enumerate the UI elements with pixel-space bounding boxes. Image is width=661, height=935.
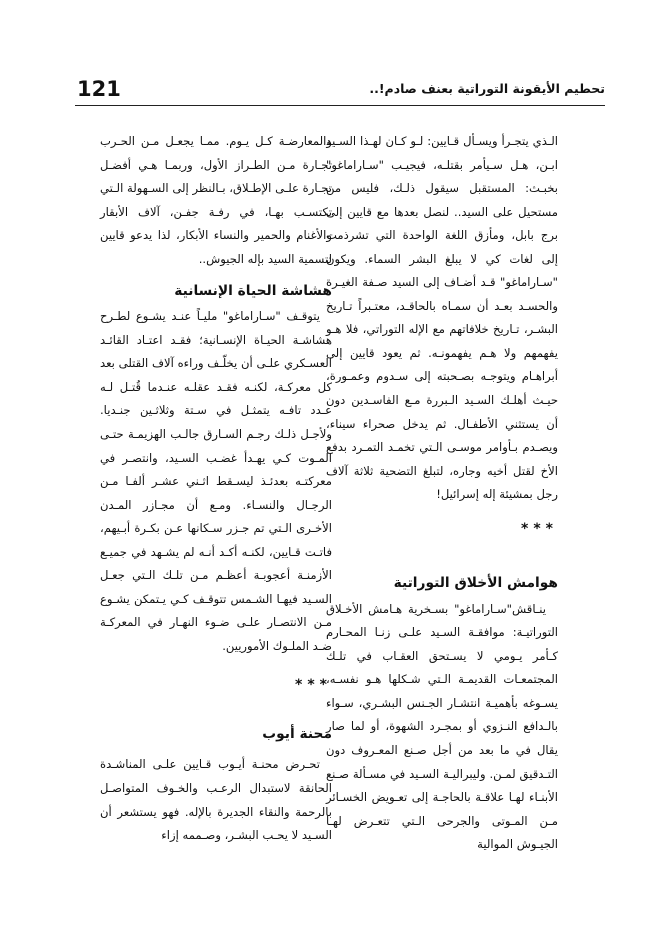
page-number: 121 [77, 77, 121, 101]
section-separator: *** [521, 520, 558, 537]
running-title: تحطيم الأيقونة التوراتية بعنف صادم!.. [369, 81, 605, 96]
section-heading: هوامش الأخلاق التوراتية [393, 574, 558, 591]
paragraph: ينـاقش"سـاراماغو" بسـخرية هـامش الأخـلاق التوراتيـة: موافقـة السـيد علـى زنـا المحـارم كـأمر يـومي لا يسـتحق العقـاب في تلـك المجتمعـات القديمـة الـتي شـكلها هـو نفسـه، يسـوغه بأهميـة انتشـار الجـنس البشـري، سـواء بالـدافع النـزوي أو بمجـرد الشهوة، أو لما صار يقال في ما بعد من أجل صـنع المعـروف دون التـدقيق لمـن. وليبراليـة السـيد في مسـألة صـنع الأبنـاء لهـا علاقـة بالحاجـة إلى تعـويض الخسـائر مـن المـوتى والجرحى الـتي تتعـرض لهـا الجيـوش الموالية [326, 601, 558, 852]
paragraph: تحـرض محنـة أيـوب قـايين علـى المناشـدة الحانقة لاستبدال الرعـب والخـوف المتواصـل بالرحمة والنقاء الجديرة بالإله. فهو يستشعر أن السـيد لا يحـب البشـر، وصـممه إزاء [100, 757, 332, 843]
section-separator: *** [295, 677, 332, 694]
paragraph: يتوقـف "سـاراماغو" مليـاً عنـد يشـوع لطـرح هشاشـة الحيـاة الإنسـانية؛ فقـد اعتـاد القائـد العسـكري علـى أن يخلّـف وراءه آلاف القتلى بعد كل معركـة، لكنـه فقـد عقلـه عنـدما قُتـل لـه عـدد تافـه يتمثـل في سـتة وثلاثـين جنـديا. ولأجـل ذلـك رجـم السـارق جالـب الهزيمـة حتـى المـوت كـي يهـدأ غضـب السـيد، وانتصـر في معركتـه بعدئـذ ليسـقط اثـني عشـر ألفـا مـن الرجـال والنسـاء. ومـع أن مجـازر المـدن الأخـرى الـتي تم جـزر سـكانها عـن بكـرة أبـيهم، فاتـت قـايين، لكنـه أكـد أنـه لم يشـهد في جميـع الأزمنـة أعجوبـة أعظـم مـن تلـك الـتي جعـل السـيد فيهـا الشـمس تتوقـف كـي يـتمكن يشـوع مـن الانتصـار علـى ضـوء النهـار في المعركـة ضـد الملـوك الأموريين. [100, 309, 332, 653]
section-heading: هشاشة الحياة الإنسانية [174, 283, 332, 300]
paragraph: الـذي يتجـرأ ويسـأل قـايين: لـو كـان لهـذا السـيد ابـن، هـل سـيأمر بقتلـه، فيجيـب "سـاراماغو" بخبـث: المستقبل سيقول ذلـك، فليس من مستحيل على السيد.. لنصل بعدها مع قايين إلى برج بابل، ومأزق اللغة الواحدة التي تشرذمت إلى لغات كي لا يبلغ البشر السماء. ويكون "سـاراماغو" قـد أضـاف إلى السيد صـفة الغيـرة والحسـد بعـد أن سمـاه بالحاقـد، معتـبراً تـاريخ البشـر، تـاريخ خلافاتهم مع الإله التوراتي، فلا هـو يفهمهم ولا هـم يفهمونـه. ثم يعود قايين إلى أبراهـام ويتوجـه بصـحبته إلى سـدوم وعمـورة، حيـث أهلـك السـيد الـبررة مـع الفاسـدين دون أن يستثني الأطفـال. ثم يدخل صحراء سيناء، ويصـدم بـأوامر موسـى الـتي تخمـد التمـرد بدفع الأخ لقتل أخيه وجاره، لتبلغ التضحية ثلاثة آلاف رجل بمشيئة إله إسرائيل! [326, 134, 558, 502]
paragraph: والمعارضـة كـل يـوم. ممـا يجعـل مـن الحـرب تجـارة مـن الطـراز الأول، وربمـا هـي أفضـل تجـارة علـى الإطـلاق، بـالنظر إلى السـهولة الـتي تكتسـب بهـا، في رفـة جفـن، آلاف الأبقار والأغنام والحمير والنساء الأبكار، لذا يدعو قايين لتسمية السيد بإله الجيوش.. [100, 134, 332, 266]
page-header [75, 75, 605, 106]
left-column [100, 130, 332, 848]
right-column [326, 130, 558, 857]
section-heading: محنة أيوب [262, 726, 332, 743]
